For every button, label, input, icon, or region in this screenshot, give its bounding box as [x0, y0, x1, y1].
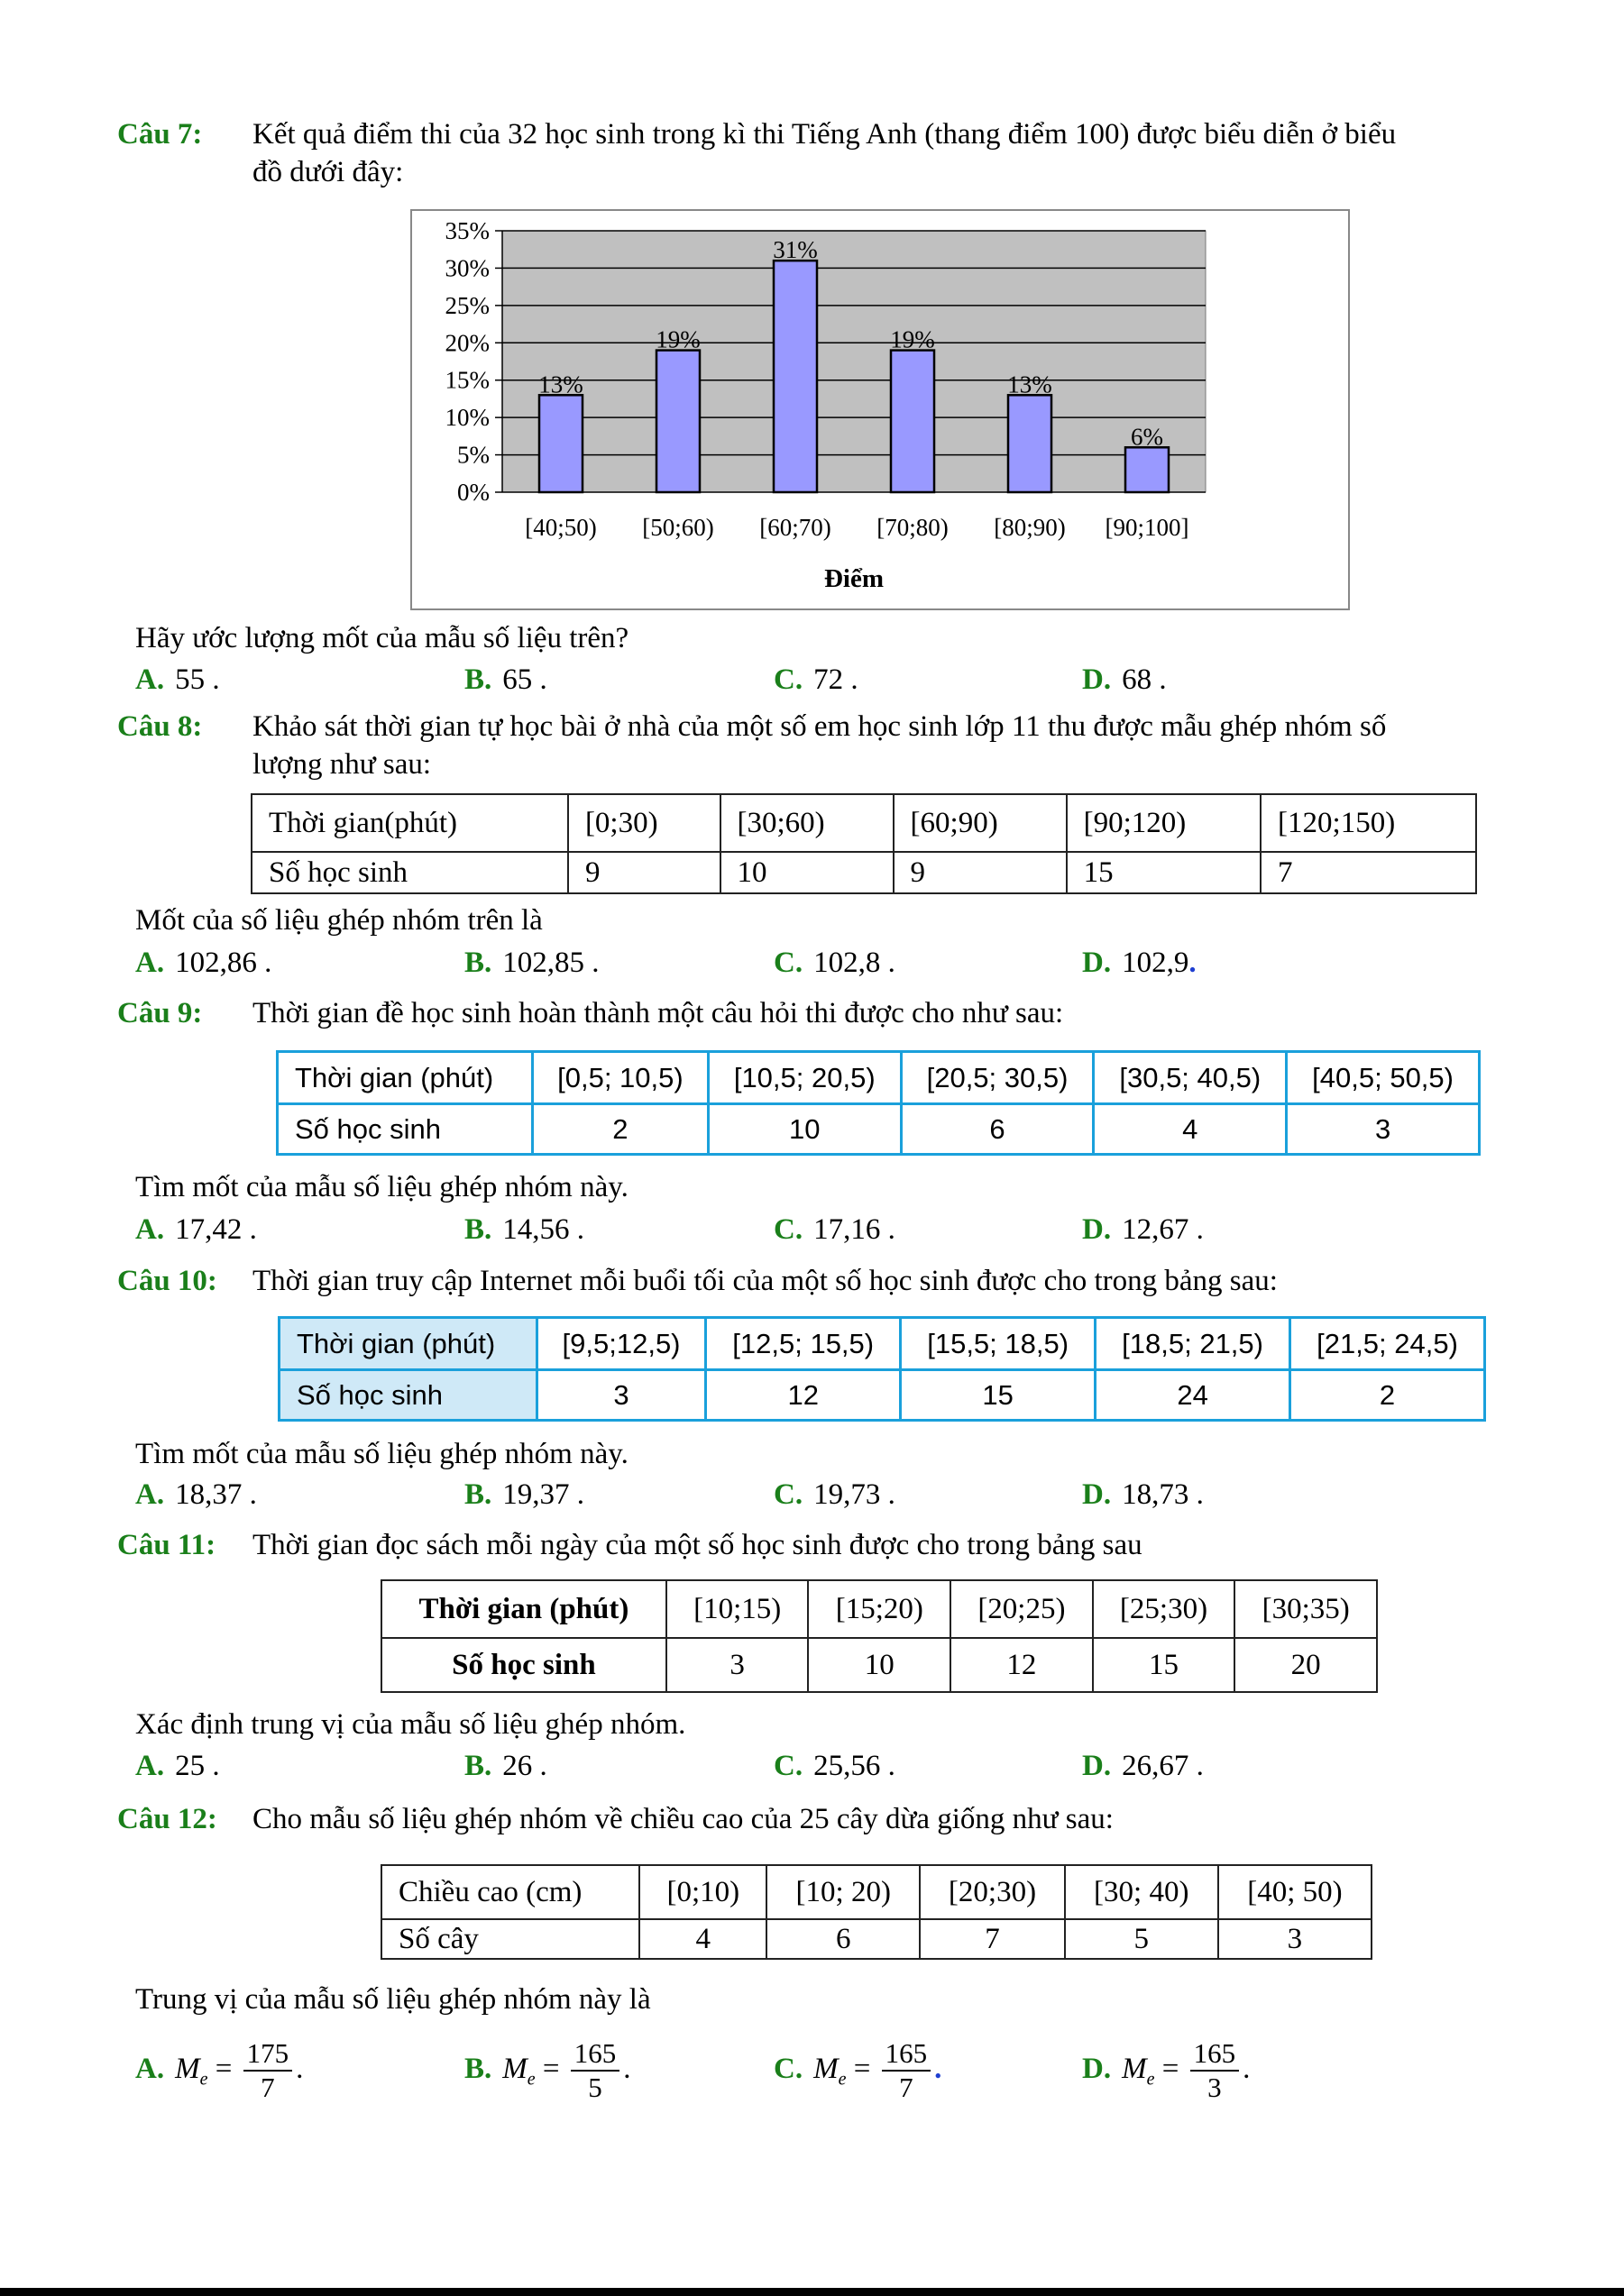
question-label: Câu 9:: [117, 997, 203, 1029]
option-b[interactable]: B. 19,37 .: [464, 1478, 585, 1511]
question-prompt: Xác định trung vị của mẫu số liệu ghép nhóm.: [135, 1708, 686, 1741]
x-tick-label: [80;90): [994, 514, 1066, 541]
question-label: Câu 12:: [117, 1803, 217, 1835]
table-cell: 3: [537, 1370, 705, 1421]
x-axis-label: Điểm: [823, 564, 885, 593]
question-text: [252, 115, 1524, 191]
table-cell: 15: [1067, 852, 1261, 893]
data-table-q8: [251, 793, 1477, 894]
bar: [1008, 395, 1051, 492]
table-cell: 10: [720, 852, 894, 893]
table-cell: 7: [1261, 852, 1476, 893]
table-row: [278, 1104, 1480, 1155]
table-cell: [21,5; 24,5): [1290, 1318, 1485, 1370]
question-line: Thời gian đề học sinh hoàn thành một câu hỏi thi được cho như sau:: [252, 997, 1064, 1029]
table-cell: [0;10): [639, 1865, 766, 1919]
table-row: [252, 852, 1476, 893]
table-cell: Thời gian (phút): [278, 1052, 533, 1104]
bar: [539, 395, 583, 492]
x-tick-label: [50;60): [642, 514, 714, 541]
option-b[interactable]: B. 14,56 .: [464, 1213, 585, 1246]
table-cell: 24: [1096, 1370, 1290, 1421]
y-tick-label: 25%: [445, 291, 490, 319]
table-cell: [25;30): [1093, 1580, 1235, 1638]
question-text: [252, 1262, 1524, 1300]
bar: [1125, 447, 1169, 492]
table-header-row: [381, 1865, 1372, 1919]
data-label: 19%: [656, 325, 701, 353]
option-a[interactable]: A. 17,42 .: [135, 1213, 257, 1246]
bar: [774, 261, 817, 492]
table-cell: [9,5;12,5): [537, 1318, 705, 1370]
question-line: Cho mẫu số liệu ghép nhóm về chiều cao của 25 cây dừa giống như sau:: [252, 1803, 1114, 1835]
question-line: đồ dưới đây:: [252, 156, 404, 188]
x-tick-label: [40;50): [525, 514, 597, 541]
table-cell: 12: [706, 1370, 901, 1421]
data-table-q9: [276, 1050, 1481, 1156]
options-q9: [135, 1213, 1416, 1253]
table-cell: 2: [1290, 1370, 1485, 1421]
option-b[interactable]: B. 102,85 .: [464, 947, 600, 979]
table-cell: [30; 40): [1065, 1865, 1218, 1919]
data-table-q12: [381, 1864, 1372, 1960]
y-tick-label: 0%: [457, 479, 490, 506]
option-a[interactable]: A. 25 .: [135, 1750, 220, 1782]
x-tick-label: [60;70): [759, 514, 831, 541]
table-cell: [0;30): [568, 794, 720, 852]
option-d[interactable]: D. 12,67 .: [1082, 1213, 1204, 1246]
question-label: Câu 11:: [117, 1529, 216, 1561]
question-line: Thời gian truy cập Internet mỗi buổi tối của một số học sinh được cho trong bảng sau:: [252, 1265, 1278, 1297]
option-a[interactable]: A. 55 .: [135, 663, 220, 696]
table-cell: Chiều cao (cm): [381, 1865, 639, 1919]
question-text: [252, 994, 1524, 1032]
table-cell: [10,5; 20,5): [708, 1052, 901, 1104]
table-cell: [0,5; 10,5): [532, 1052, 708, 1104]
table-cell: 3: [1218, 1919, 1372, 1959]
options-q10: [135, 1478, 1416, 1518]
table-cell: [20;30): [920, 1865, 1064, 1919]
y-tick-label: 30%: [445, 254, 490, 282]
y-tick-label: 20%: [445, 329, 490, 357]
option-d[interactable]: D. 68 .: [1082, 663, 1167, 696]
page-bottom-rule: [0, 2288, 1624, 2296]
table-cell: Số học sinh: [381, 1638, 666, 1692]
question-prompt: Hãy ước lượng mốt của mẫu số liệu trên?: [135, 622, 629, 654]
question-text: [252, 1800, 1524, 1838]
table-row: [381, 1638, 1377, 1692]
table-cell: 20: [1234, 1638, 1377, 1692]
option-a[interactable]: A. $M_e$ = $\frac{175}{7}$ .: [135, 2037, 304, 2104]
question-prompt: Trung vị của mẫu số liệu ghép nhóm này là: [135, 1983, 651, 2016]
table-cell: Số học sinh: [278, 1104, 533, 1155]
table-cell: [10;15): [666, 1580, 809, 1638]
x-tick-label: [90;100]: [1105, 514, 1189, 541]
option-d[interactable]: D. 18,73 .: [1082, 1478, 1204, 1511]
option-a[interactable]: A. 18,37 .: [135, 1478, 257, 1511]
table-cell: Số học sinh: [280, 1370, 537, 1421]
table-cell: 4: [639, 1919, 766, 1959]
table-cell: 6: [901, 1104, 1094, 1155]
table-cell: 3: [666, 1638, 809, 1692]
y-tick-label: 5%: [457, 441, 490, 469]
question-text: [252, 708, 1524, 783]
table-cell: [15;20): [808, 1580, 950, 1638]
option-d[interactable]: D. 26,67 .: [1082, 1750, 1204, 1782]
table-cell: [30;35): [1234, 1580, 1377, 1638]
option-c[interactable]: C. 17,16 .: [774, 1213, 895, 1246]
option-b[interactable]: B. $M_e$ = $\frac{165}{5}$ .: [464, 2037, 631, 2104]
table-cell: Thời gian(phút): [252, 794, 568, 852]
table-row: [280, 1370, 1485, 1421]
option-c[interactable]: C. 19,73 .: [774, 1478, 895, 1511]
data-label: 6%: [1131, 423, 1163, 451]
table-cell: 10: [808, 1638, 950, 1692]
option-c[interactable]: C. 102,8 .: [774, 947, 895, 979]
table-cell: 6: [766, 1919, 920, 1959]
data-label: 13%: [538, 370, 583, 398]
table-cell: Thời gian (phút): [381, 1580, 666, 1638]
option-c[interactable]: C. 72 .: [774, 663, 858, 696]
question-label: Câu 10:: [117, 1265, 217, 1297]
table-cell: 12: [950, 1638, 1093, 1692]
table-cell: 15: [901, 1370, 1096, 1421]
bar: [891, 351, 934, 492]
question-prompt: Mốt của số liệu ghép nhóm trên là: [135, 904, 543, 937]
option-c[interactable]: C. 25,56 .: [774, 1750, 895, 1782]
option-b[interactable]: B. 65 .: [464, 663, 547, 696]
table-header-row: [280, 1318, 1485, 1370]
question-line: lượng như sau:: [252, 748, 432, 781]
data-table-q10: [278, 1316, 1486, 1422]
plot-area: [502, 231, 1206, 492]
table-cell: [40; 50): [1218, 1865, 1372, 1919]
table-cell: Thời gian (phút): [280, 1318, 537, 1370]
bar-chart: [410, 209, 1350, 610]
options-q7: [135, 663, 1416, 703]
y-tick-label: 15%: [445, 366, 490, 394]
table-cell: [12,5; 15,5): [706, 1318, 901, 1370]
bar: [656, 351, 700, 492]
table-cell: [120;150): [1261, 794, 1476, 852]
table-cell: 7: [920, 1919, 1064, 1959]
table-cell: [20,5; 30,5): [901, 1052, 1094, 1104]
table-cell: [15,5; 18,5): [901, 1318, 1096, 1370]
table-cell: [18,5; 21,5): [1096, 1318, 1290, 1370]
table-cell: Số học sinh: [252, 852, 568, 893]
table-cell: [10; 20): [766, 1865, 920, 1919]
y-tick-label: 35%: [445, 217, 490, 244]
table-cell: 15: [1093, 1638, 1235, 1692]
question-label: Câu 7:: [117, 118, 203, 151]
option-d[interactable]: D. 102,9.: [1082, 947, 1197, 979]
options-q12: [135, 2028, 1416, 2109]
table-cell: [60;90): [894, 794, 1067, 852]
question-line: Kết quả điểm thi của 32 học sinh trong kì thi Tiếng Anh (thang điểm 100) được biểu diễn ở biểu: [252, 118, 1397, 151]
table-cell: [20;25): [950, 1580, 1093, 1638]
table-cell: [90;120): [1067, 794, 1261, 852]
table-header-row: [381, 1580, 1377, 1638]
question-line: Thời gian đọc sách mỗi ngày của một số học sinh được cho trong bảng sau: [252, 1529, 1142, 1561]
table-header-row: [278, 1052, 1480, 1104]
option-a[interactable]: A. 102,86 .: [135, 947, 272, 979]
question-text: [252, 1526, 1524, 1564]
question-prompt: Tìm mốt của mẫu số liệu ghép nhóm này.: [135, 1438, 628, 1470]
table-cell: 5: [1065, 1919, 1218, 1959]
table-cell: 10: [708, 1104, 901, 1155]
table-header-row: [252, 794, 1476, 852]
table-cell: [30,5; 40,5): [1094, 1052, 1287, 1104]
table-cell: [40,5; 50,5): [1287, 1052, 1480, 1104]
data-table-q11: [381, 1579, 1378, 1693]
option-c[interactable]: C. $M_e$ = $\frac{165}{7}$ .: [774, 2037, 942, 2104]
data-label: 13%: [1007, 370, 1052, 398]
table-cell: [30;60): [720, 794, 894, 852]
question-prompt: Tìm mốt của mẫu số liệu ghép nhóm này.: [135, 1171, 628, 1203]
table-row: [381, 1919, 1372, 1959]
table-cell: Số cây: [381, 1919, 639, 1959]
table-cell: 9: [894, 852, 1067, 893]
data-label: 19%: [890, 325, 935, 353]
table-cell: 9: [568, 852, 720, 893]
table-cell: 3: [1287, 1104, 1480, 1155]
option-d[interactable]: D. $M_e$ = $\frac{165}{3}$ .: [1082, 2037, 1251, 2104]
table-cell: 4: [1094, 1104, 1287, 1155]
x-tick-label: [70;80): [876, 514, 949, 541]
y-tick-label: 10%: [445, 404, 490, 432]
data-label: 31%: [773, 236, 818, 264]
table-cell: 2: [532, 1104, 708, 1155]
option-b[interactable]: B. 26 .: [464, 1750, 547, 1782]
options-q11: [135, 1750, 1416, 1789]
question-label: Câu 8:: [117, 710, 203, 743]
options-q8: [135, 947, 1416, 986]
question-line: Khảo sát thời gian tự học bài ở nhà của một số em học sinh lớp 11 thu được mẫu ghép nhóm số: [252, 710, 1387, 743]
